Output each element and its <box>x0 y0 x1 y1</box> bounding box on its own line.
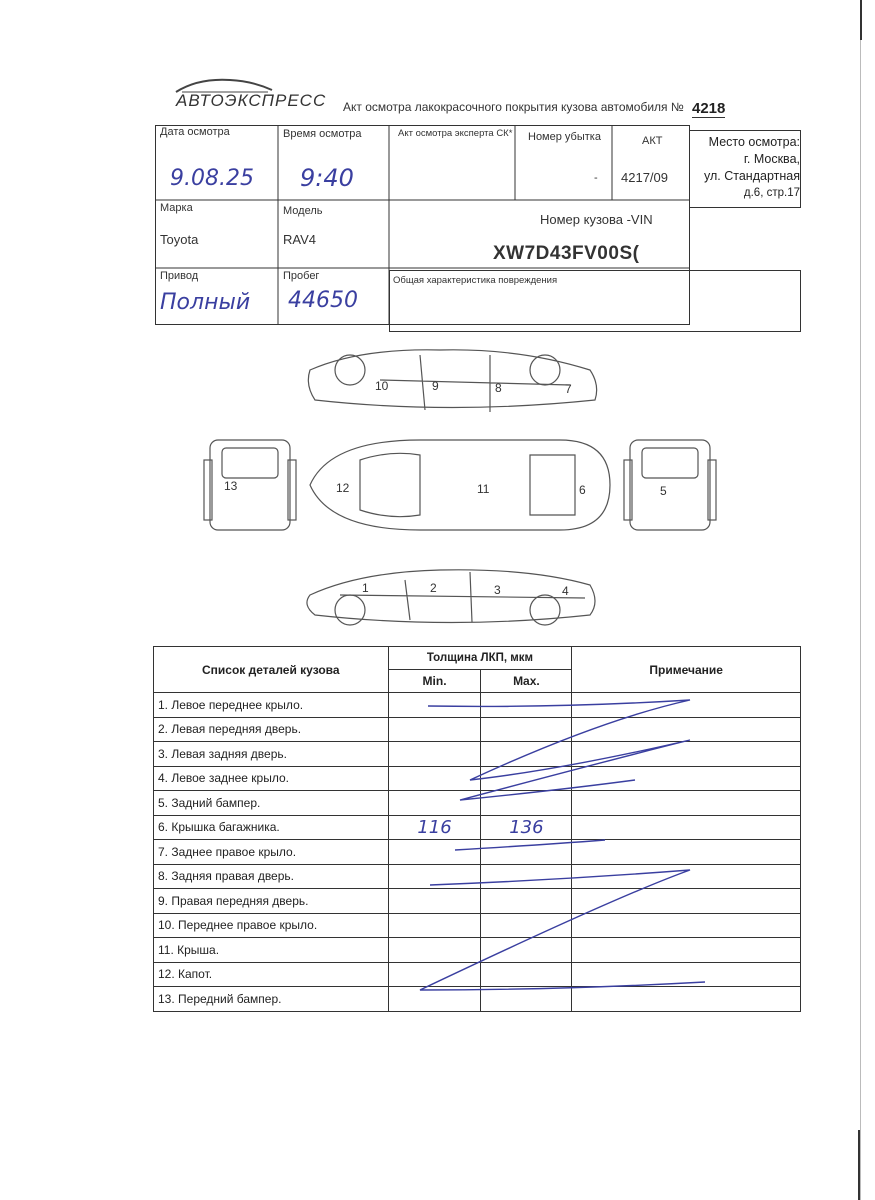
document-number: 4218 <box>692 100 726 117</box>
drive-label: Привод <box>160 270 199 282</box>
scan-mark-bottom <box>858 1130 860 1200</box>
min-value <box>388 987 481 1012</box>
part-name: 9. Правая передняя дверь. <box>154 889 389 914</box>
max-value <box>481 889 572 914</box>
note-cell <box>572 987 801 1012</box>
max-value <box>481 987 572 1012</box>
diagram-label: 2 <box>430 581 437 595</box>
max-value <box>481 742 572 767</box>
part-name: 4. Левое заднее крыло. <box>154 766 389 791</box>
max-value <box>481 693 572 718</box>
drive-value: Полный <box>160 290 251 315</box>
diagram-label: 3 <box>494 583 501 597</box>
time-value: 9:40 <box>300 164 354 192</box>
table-row <box>154 987 801 1012</box>
table-row <box>154 962 801 987</box>
table-row <box>154 938 801 963</box>
part-name: 5. Задний бампер. <box>154 791 389 816</box>
diagram-label: 12 <box>336 481 350 495</box>
model-value: RAV4 <box>283 232 316 247</box>
max-value <box>481 864 572 889</box>
note-cell <box>572 791 801 816</box>
max-value <box>481 791 572 816</box>
max-value <box>481 717 572 742</box>
min-value <box>388 766 481 791</box>
min-value <box>388 791 481 816</box>
diagram-label: 7 <box>565 382 572 396</box>
col-parts-header: Список деталей кузова <box>154 647 389 693</box>
min-value <box>388 913 481 938</box>
document-title: Акт осмотра лакокрасочного покрытия кузова автомобиля № <box>343 100 684 114</box>
note-cell <box>572 742 801 767</box>
table-row <box>154 742 801 767</box>
vin-value: XW7D43FV00S( <box>493 243 640 264</box>
loss-number-label: Номер убытка <box>528 131 601 143</box>
table-row <box>154 693 801 718</box>
date-value: 9.08.25 <box>170 166 254 191</box>
part-name: 13. Передний бампер. <box>154 987 389 1012</box>
mileage-value: 44650 <box>288 288 358 313</box>
note-cell <box>572 840 801 865</box>
col-max-header: Max. <box>481 670 572 693</box>
place-label: Место осмотра: <box>708 135 800 149</box>
note-cell <box>572 815 801 840</box>
part-name: 3. Левая задняя дверь. <box>154 742 389 767</box>
note-cell <box>572 938 801 963</box>
place-block <box>692 134 800 202</box>
note-cell <box>572 913 801 938</box>
time-label: Время осмотра <box>283 128 362 140</box>
paper-edge <box>860 0 875 1200</box>
table-row <box>154 913 801 938</box>
table-row <box>154 766 801 791</box>
min-value <box>388 742 481 767</box>
place-line: д.6, стр.17 <box>743 187 800 199</box>
car-diagram <box>190 340 730 640</box>
part-name: 1. Левое переднее крыло. <box>154 693 389 718</box>
note-cell <box>572 889 801 914</box>
brand-value: Toyota <box>160 232 199 247</box>
part-name: 6. Крышка багажника. <box>154 815 389 840</box>
diagram-label: 10 <box>375 379 389 393</box>
max-value <box>481 913 572 938</box>
min-value: 116 <box>388 815 481 840</box>
diagram-label: 11 <box>477 482 490 496</box>
place-line: г. Москва, <box>743 152 800 166</box>
vin-label: Номер кузова -VIN <box>540 212 653 227</box>
table-row <box>154 864 801 889</box>
diagram-label: 8 <box>495 381 502 395</box>
part-name: 12. Капот. <box>154 962 389 987</box>
table-row <box>154 840 801 865</box>
date-label: Дата осмотра <box>160 126 230 138</box>
part-name: 11. Крыша. <box>154 938 389 963</box>
expert-act-label: Акт осмотра эксперта СК* <box>398 128 513 139</box>
max-value <box>481 840 572 865</box>
min-value <box>388 864 481 889</box>
note-cell <box>572 864 801 889</box>
note-cell <box>572 717 801 742</box>
part-name: 8. Задняя правая дверь. <box>154 864 389 889</box>
diagram-label: 1 <box>362 581 369 595</box>
diagram-label: 9 <box>432 379 439 393</box>
diagram-label: 6 <box>579 483 586 497</box>
col-min-header: Min. <box>388 670 481 693</box>
scan-mark-top <box>860 0 862 40</box>
min-value <box>388 693 481 718</box>
note-cell <box>572 962 801 987</box>
min-value <box>388 889 481 914</box>
parts-table-body <box>154 693 801 1012</box>
act-value: 4217/09 <box>621 170 668 185</box>
min-value <box>388 962 481 987</box>
note-cell <box>572 693 801 718</box>
part-name: 10. Переднее правое крыло. <box>154 913 389 938</box>
table-row <box>154 717 801 742</box>
min-value <box>388 840 481 865</box>
table-row <box>154 889 801 914</box>
max-value <box>481 962 572 987</box>
diagram-label: 13 <box>224 479 238 493</box>
model-label: Модель <box>283 205 323 217</box>
note-cell <box>572 766 801 791</box>
min-value <box>388 938 481 963</box>
col-thickness-header: Толщина ЛКП, мкм <box>388 647 572 670</box>
act-label: АКТ <box>642 135 663 147</box>
max-value <box>481 766 572 791</box>
table-row <box>154 791 801 816</box>
part-name: 7. Заднее правое крыло. <box>154 840 389 865</box>
parts-table <box>153 646 801 1012</box>
min-value <box>388 717 481 742</box>
damage-label: Общая характеристика повреждения <box>393 275 558 286</box>
logo-text: АВТОЭКСПРЕСС <box>176 91 327 110</box>
loss-number-value: - <box>594 172 598 184</box>
max-value: 136 <box>481 815 572 840</box>
max-value <box>481 938 572 963</box>
part-name: 2. Левая передняя дверь. <box>154 717 389 742</box>
mileage-label: Пробег <box>283 270 320 282</box>
diagram-label: 4 <box>562 584 569 598</box>
brand-label: Марка <box>160 202 193 214</box>
table-row <box>154 815 801 840</box>
place-line: ул. Стандартная <box>704 169 800 183</box>
diagram-label: 5 <box>660 484 667 498</box>
col-note-header: Примечание <box>572 647 801 693</box>
